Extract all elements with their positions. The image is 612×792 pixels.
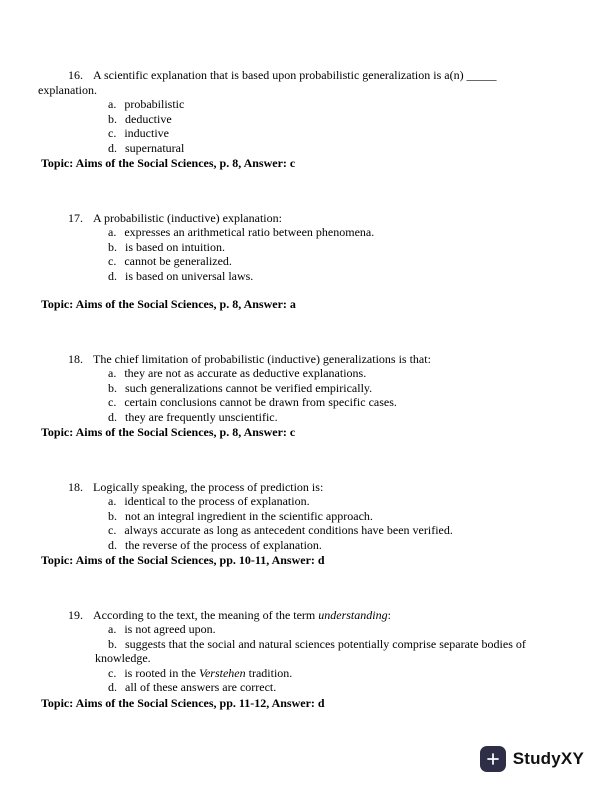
option-label: b. <box>108 111 117 126</box>
question-block <box>38 608 576 711</box>
text-segment: is based on intuition. <box>125 239 225 254</box>
question-text <box>38 608 576 623</box>
studyxy-logo <box>480 746 584 772</box>
option-label: c. <box>108 523 117 537</box>
answer-option <box>95 680 576 695</box>
text-segment: such generalizations cannot be verified empirically. <box>125 380 373 395</box>
text-segment: A scientific explanation that is based upon probabilistic generalization is a(n) _____ <box>93 68 497 82</box>
text-segment: probabilistic <box>124 97 185 111</box>
text-segment: supernatural <box>125 140 185 155</box>
topic-answer-line: Topic: Aims of the Social Sciences, p. 8, Answer: c <box>41 156 296 170</box>
answer-option <box>95 523 576 538</box>
answer-option <box>95 666 576 681</box>
option-label: a. <box>108 225 117 239</box>
option-label: d. <box>108 537 117 552</box>
text-segment: : <box>387 607 391 622</box>
option-label: a. <box>108 366 117 380</box>
topic-answer-line: Topic: Aims of the Social Sciences, pp. 10-11, Answer: d <box>41 553 325 567</box>
text-segment: The chief limitation of probabilistic (inductive) generalizations is that: <box>93 351 431 366</box>
option-label: d. <box>108 268 117 283</box>
text-segment: A probabilistic (inductive) explanation: <box>93 210 282 225</box>
answer-option <box>95 622 576 637</box>
option-label: b. <box>108 380 117 395</box>
option-label: b. <box>108 636 117 651</box>
answer-option <box>95 637 576 666</box>
question-block <box>38 68 576 171</box>
question-number: 16. <box>68 68 83 82</box>
text-segment: tradition. <box>245 665 293 680</box>
question-text <box>38 352 576 367</box>
italic-text: Verstehen <box>198 665 246 680</box>
answer-option <box>95 254 576 269</box>
text-segment: identical to the process of explanation. <box>124 494 310 508</box>
question-number: 18. <box>68 479 83 494</box>
question-text <box>38 68 576 97</box>
text-segment: knowledge. <box>95 651 151 665</box>
italic-text: understanding <box>318 607 388 622</box>
text-segment: is not agreed upon. <box>124 622 216 636</box>
text-segment: is rooted in the <box>124 665 199 680</box>
option-label: b. <box>108 508 117 523</box>
text-segment: they are frequently unscientific. <box>125 409 278 424</box>
text-segment: always accurate as long as antecedent conditions have been verified. <box>124 523 453 537</box>
text-segment: Logically speaking, the process of prediction is: <box>93 479 324 494</box>
question-number: 19. <box>68 607 83 622</box>
text-segment: cannot be generalized. <box>124 254 232 268</box>
option-label: b. <box>108 239 117 254</box>
text-segment: they are not as accurate as deductive explanations. <box>124 366 367 380</box>
option-label: d. <box>108 680 117 694</box>
topic-answer-line: Topic: Aims of the Social Sciences, p. 8, Answer: c <box>41 425 296 439</box>
question-text <box>38 211 576 226</box>
option-label: c. <box>108 254 117 268</box>
answer-option <box>95 410 576 425</box>
text-segment: certain conclusions cannot be drawn from specific cases. <box>124 395 397 409</box>
answer-option <box>95 240 576 255</box>
answer-option <box>95 112 576 127</box>
answer-option <box>95 97 576 112</box>
text-segment: is based on universal laws. <box>125 268 254 283</box>
answer-option <box>95 381 576 396</box>
option-label: c. <box>108 395 117 409</box>
option-label: c. <box>108 665 117 680</box>
brand-wordmark <box>512 748 584 768</box>
text-segment: deductive <box>125 111 172 126</box>
answer-option <box>95 538 576 553</box>
text-segment: the reverse of the process of explanation. <box>125 537 322 552</box>
text-segment: inductive <box>124 126 169 140</box>
questions-list <box>38 68 576 710</box>
option-label: c. <box>108 126 117 140</box>
topic-answer-line: Topic: Aims of the Social Sciences, pp. 11-12, Answer: d <box>41 695 325 710</box>
option-label: a. <box>108 622 117 636</box>
answer-option <box>95 126 576 141</box>
text-segment: suggests that the social and natural sciences potentially comprise separate bodies of <box>125 636 526 651</box>
answer-option <box>95 141 576 156</box>
text-segment: all of these answers are correct. <box>125 680 277 694</box>
question-number: 17. <box>68 210 83 225</box>
answer-option <box>95 366 576 381</box>
question-block <box>38 211 576 312</box>
question-number: 18. <box>68 351 83 366</box>
option-label: a. <box>108 97 117 111</box>
question-text <box>38 480 576 495</box>
answer-option <box>95 395 576 410</box>
text-segment: According to the text, the meaning of the term <box>93 607 319 622</box>
topic-answer-line: Topic: Aims of the Social Sciences, p. 8, Answer: a <box>41 297 296 311</box>
brand-xy: XY <box>560 748 584 768</box>
question-block <box>38 480 576 568</box>
plus-icon <box>480 746 506 772</box>
brand-study: Study <box>512 748 561 768</box>
answer-option <box>95 509 576 524</box>
answer-option <box>95 225 576 240</box>
option-label: a. <box>108 494 117 508</box>
answer-option <box>95 494 576 509</box>
text-segment: expresses an arithmetical ratio between phenomena. <box>124 225 375 239</box>
text-segment: not an integral ingredient in the scientific approach. <box>125 508 373 523</box>
option-label: d. <box>108 409 117 424</box>
question-block <box>38 352 576 440</box>
text-segment: explanation. <box>38 82 97 97</box>
answer-option <box>95 269 576 284</box>
option-label: d. <box>108 140 117 155</box>
